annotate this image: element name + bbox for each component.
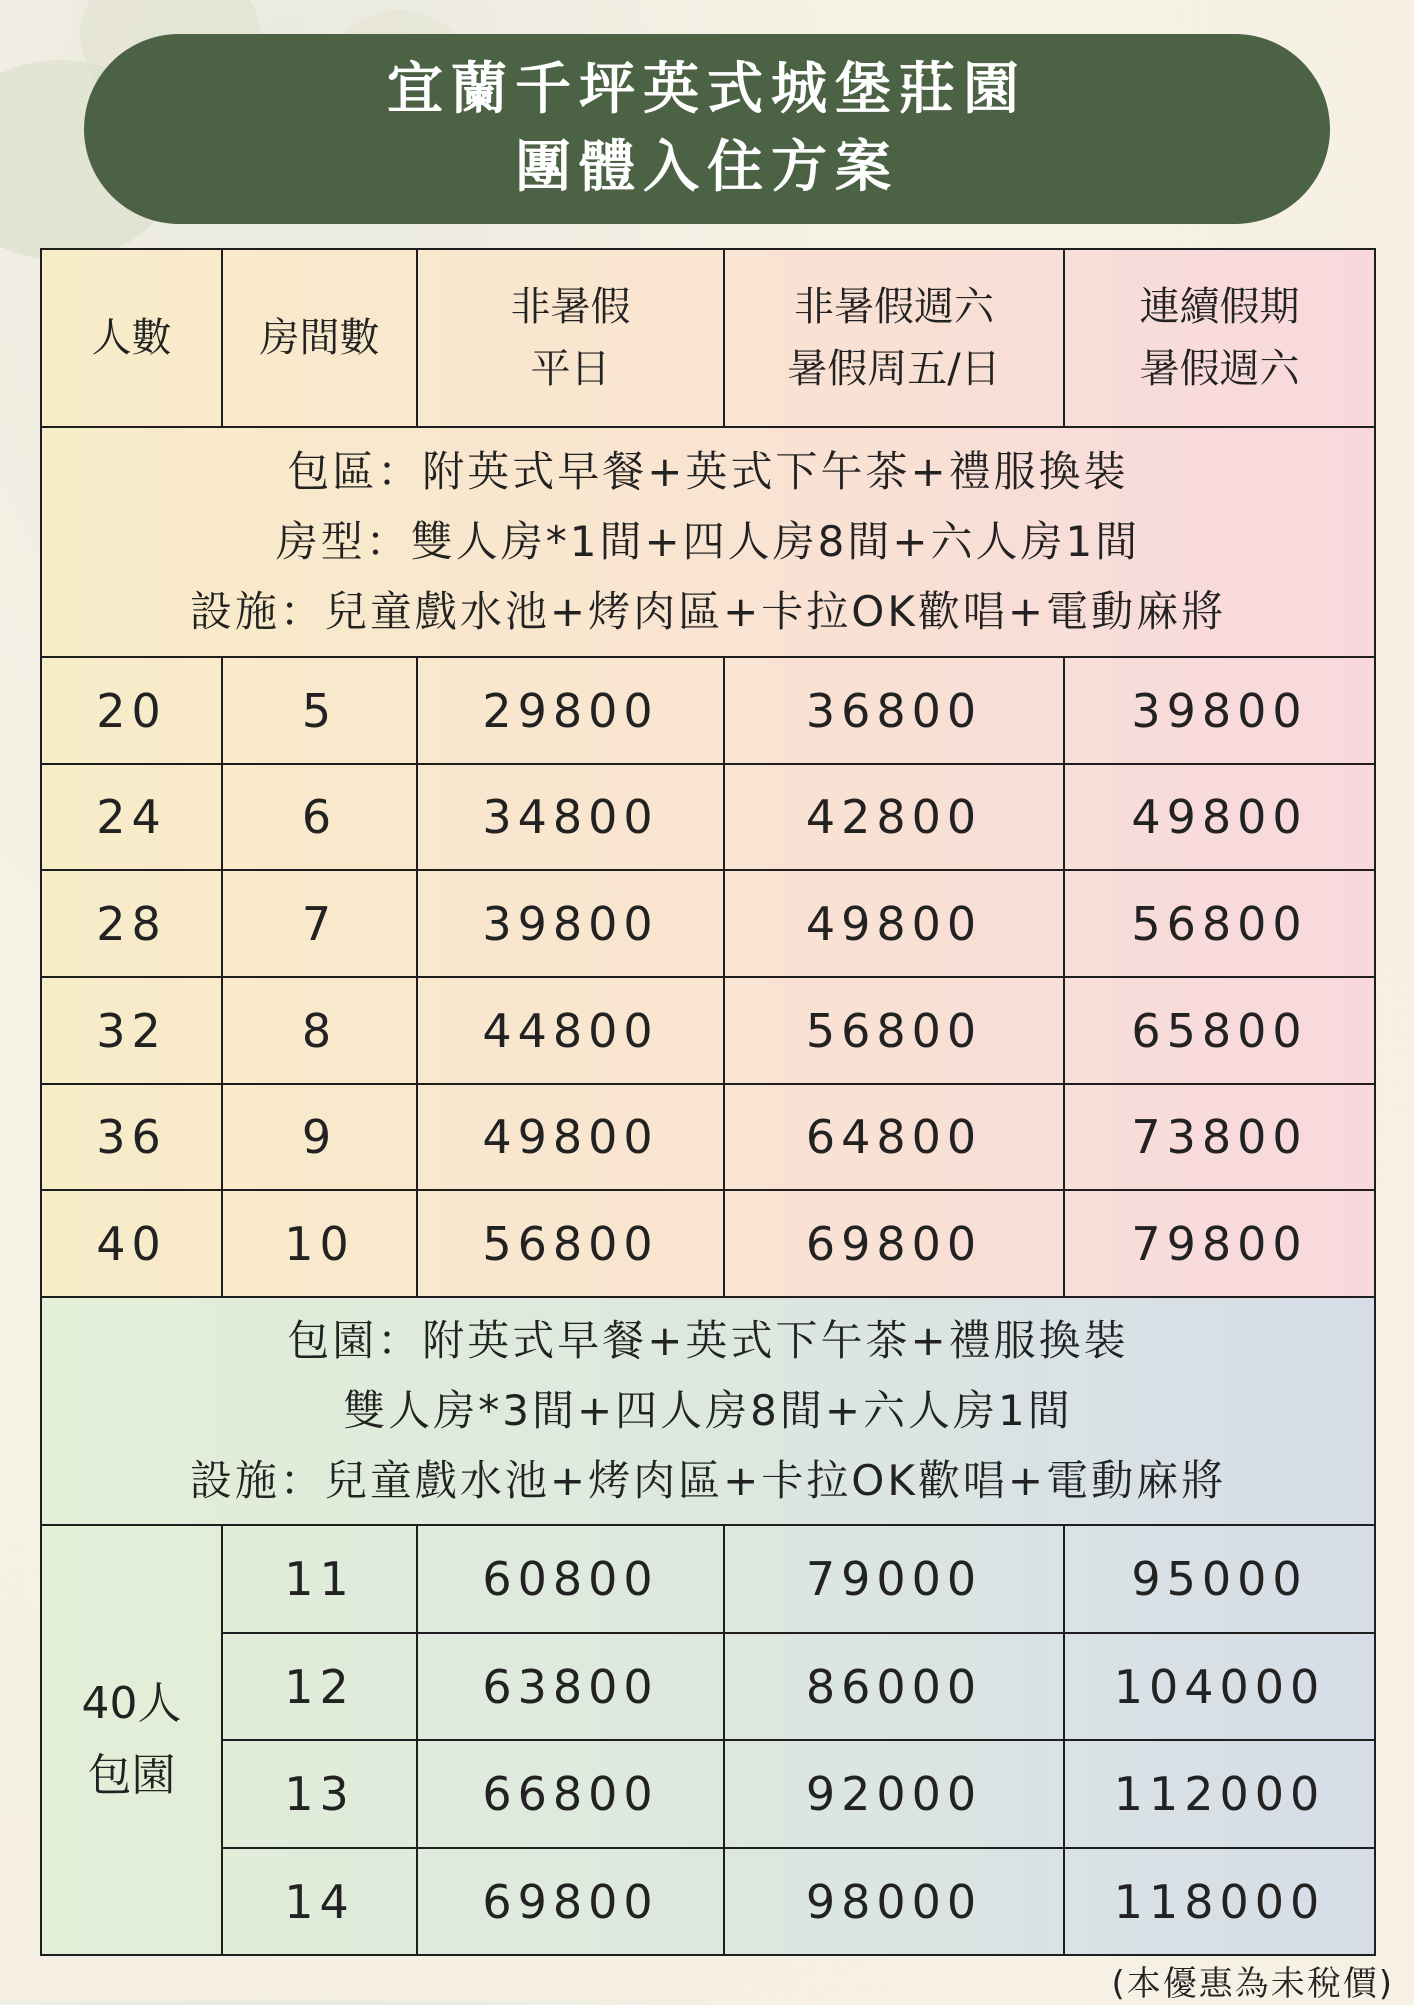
column-header-5-line-2: 暑假週六: [1139, 346, 1300, 392]
table-cell: 104000: [1063, 1632, 1376, 1741]
plan-a-info-line: 包區：附英式早餐+英式下午茶+禮服換裝: [287, 447, 1129, 496]
column-header-1: [40, 248, 223, 428]
table-cell: 32: [40, 976, 223, 1085]
plan-b-info-line: 設施：兒童戲水池+烤肉區+卡拉OK歡唱+電動麻將: [189, 1456, 1227, 1505]
column-header-2: [221, 248, 418, 428]
column-header-3-line-1: 非暑假: [510, 284, 631, 330]
table-cell: 20: [40, 656, 223, 765]
plan-a-info-line: 房型：雙人房*1間+四人房8間+六人房1間: [275, 517, 1141, 566]
footnote: (本優惠為未稅價): [1111, 1964, 1394, 2004]
table-cell: 8: [221, 976, 418, 1085]
plan-b-info: [40, 1296, 1376, 1526]
plan-b-info-line: 包園：附英式早餐+英式下午茶+禮服換裝: [287, 1316, 1129, 1365]
column-header-4-line-1: 非暑假週六: [794, 284, 994, 330]
table-cell: 118000: [1063, 1847, 1376, 1956]
column-header-4-line-2: 暑假周五/日: [787, 346, 1001, 392]
table-cell: 14: [221, 1847, 418, 1956]
table-cell: 5: [221, 656, 418, 765]
table-cell: 112000: [1063, 1739, 1376, 1849]
table-cell: 92000: [723, 1739, 1065, 1849]
table-cell: 95000: [1063, 1524, 1376, 1634]
table-cell: 56800: [723, 976, 1065, 1085]
table-cell: 44800: [416, 976, 725, 1085]
table-cell: 11: [221, 1524, 418, 1634]
column-header-2-line-1: 房間數: [259, 315, 380, 361]
table-cell: 79000: [723, 1524, 1065, 1634]
table-cell: 7: [221, 869, 418, 978]
table-cell: 79800: [1063, 1189, 1376, 1298]
group-label-line-1: 40人: [81, 1678, 182, 1729]
table-cell: 63800: [416, 1632, 725, 1741]
table-cell: 66800: [416, 1739, 725, 1849]
column-header-4: [723, 248, 1065, 428]
table-cell: 56800: [416, 1189, 725, 1298]
title-line-2: 團體入住方案: [515, 135, 899, 200]
plan-a-info-line: 設施：兒童戲水池+烤肉區+卡拉OK歡唱+電動麻將: [189, 587, 1227, 636]
table-cell: 9: [221, 1083, 418, 1191]
table-cell: 36800: [723, 656, 1065, 765]
column-header-5: [1063, 248, 1376, 428]
table-cell: 49800: [416, 1083, 725, 1191]
table-cell: 98000: [723, 1847, 1065, 1956]
table-cell: 86000: [723, 1632, 1065, 1741]
table-cell: 39800: [1063, 656, 1376, 765]
table-cell: 6: [221, 763, 418, 871]
column-header-3-line-2: 平日: [530, 346, 611, 392]
table-cell: 13: [221, 1739, 418, 1849]
table-cell: 12: [221, 1632, 418, 1741]
title-line-1: 宜蘭千坪英式城堡莊園: [387, 57, 1027, 122]
plan-b-info-line: 雙人房*3間+四人房8間+六人房1間: [343, 1386, 1073, 1435]
group-label: [40, 1524, 223, 1956]
table-cell: 64800: [723, 1083, 1065, 1191]
table-cell: 73800: [1063, 1083, 1376, 1191]
table-cell: 28: [40, 869, 223, 978]
table-cell: 29800: [416, 656, 725, 765]
table-cell: 69800: [723, 1189, 1065, 1298]
table-cell: 39800: [416, 869, 725, 978]
table-cell: 69800: [416, 1847, 725, 1956]
column-header-5-line-1: 連續假期: [1139, 284, 1300, 330]
table-cell: 42800: [723, 763, 1065, 871]
plan-a-info: [40, 426, 1376, 658]
column-header-1-line-1: 人數: [91, 315, 172, 361]
column-header-3: [416, 248, 725, 428]
table-cell: 49800: [723, 869, 1065, 978]
table-cell: 34800: [416, 763, 725, 871]
table-cell: 10: [221, 1189, 418, 1298]
table-cell: 24: [40, 763, 223, 871]
group-label-line-2: 包園: [87, 1750, 176, 1801]
table-cell: 65800: [1063, 976, 1376, 1085]
table-cell: 60800: [416, 1524, 725, 1634]
table-cell: 36: [40, 1083, 223, 1191]
table-cell: 40: [40, 1189, 223, 1298]
table-cell: 49800: [1063, 763, 1376, 871]
table-cell: 56800: [1063, 869, 1376, 978]
